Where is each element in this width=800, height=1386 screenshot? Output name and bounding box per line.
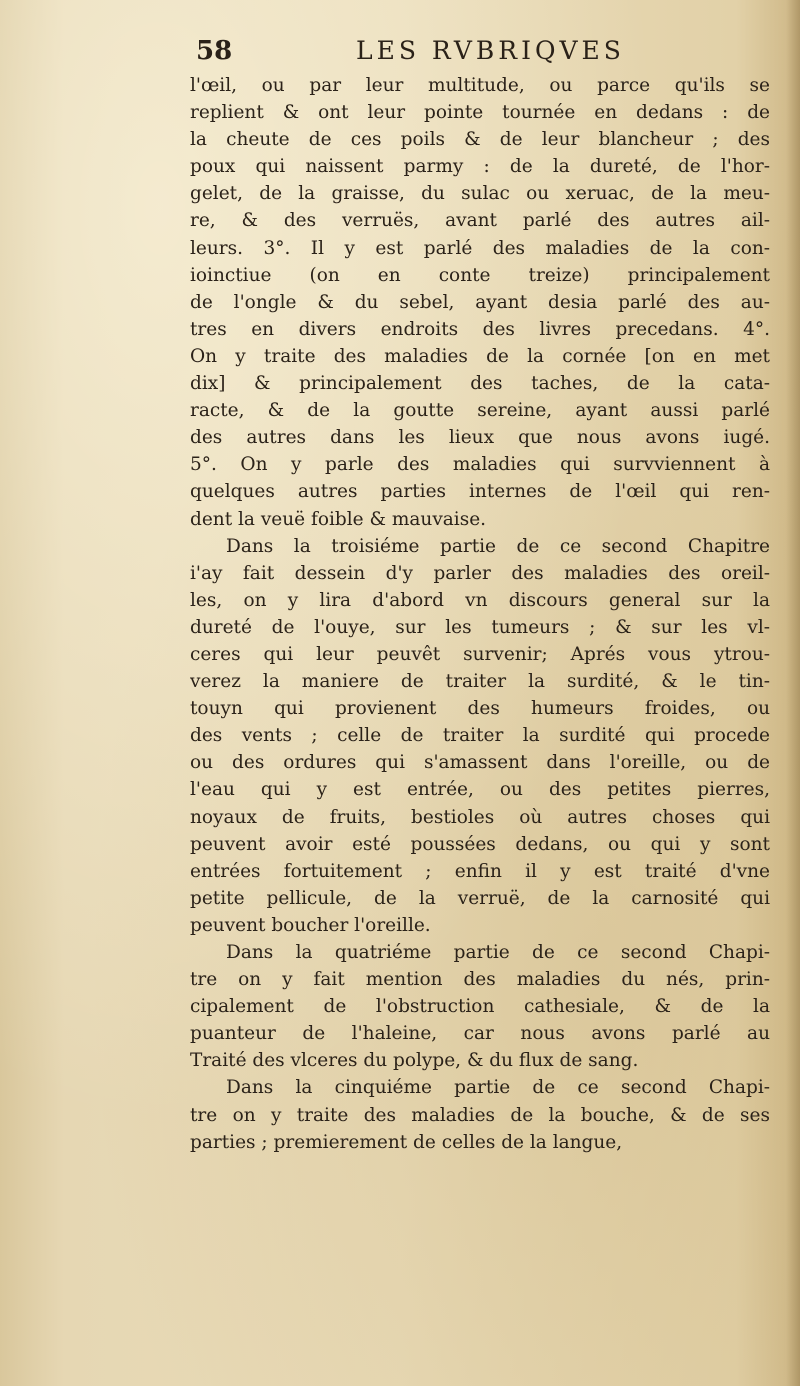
text-line: replient & ont leur pointe tournée en dedans : de — [190, 102, 770, 124]
page-header — [196, 36, 776, 70]
text-line: tres en divers endroits des livres precedans. 4°. — [190, 318, 770, 340]
text-line: Dans la quatriéme partie de ce second Chapi- — [226, 942, 770, 963]
text-line: quelques autres parties internes de l'œil qui ren- — [190, 481, 770, 503]
paragraph — [190, 939, 770, 1074]
text-line: gelet, de la graisse, du sulac ou xeruac, de la meu- — [190, 183, 770, 205]
running-title: LES RVBRIQVES — [356, 36, 625, 65]
text-line: peuvent boucher l'oreille. — [190, 914, 431, 936]
text-line: leurs. 3°. Il y est parlé des maladies de la con- — [190, 237, 770, 259]
text-line: re, & des verruës, avant parlé des autres ail- — [190, 210, 770, 232]
text-line: Traité des vlceres du polype, & du flux de sang. — [190, 1050, 639, 1072]
text-line: Dans la cinquiéme partie de ce second Chapi- — [226, 1077, 770, 1099]
text-line: entrées fortuitement ; enfin il y est traité d'vne — [190, 860, 770, 882]
text-line: tre on y fait mention des maladies du nés, prin- — [190, 969, 770, 991]
text-line: tre on y traite des maladies de la bouche, & de ses — [190, 1104, 770, 1126]
text-line: cipalement de l'obstruction cathesiale, & de la — [190, 996, 770, 1018]
text-line: des vents ; celle de traiter la surdité qui procede — [190, 725, 770, 747]
paragraph — [190, 533, 770, 939]
text-line: l'eau qui y est entrée, ou des petites pierres, — [190, 779, 770, 801]
text-line: Dans la troisiéme partie de ce second Chapitre — [226, 535, 770, 557]
text-line: On y traite des maladies de la cornée [on en met — [190, 345, 770, 367]
text-line: 5°. On y parle des maladies qui survviennent à — [190, 454, 770, 476]
text-line: touyn qui provienent des humeurs froides, ou — [190, 698, 770, 720]
paragraph — [190, 72, 770, 533]
text-line: dent la veuë foible & mauvaise. — [190, 508, 487, 530]
text-line: l'œil, ou par leur multitude, ou parce qu'ils se — [190, 75, 770, 96]
text-line: dureté de l'ouye, sur les tumeurs ; & sur les vl- — [190, 616, 770, 638]
text-line: les, on y lira d'abord vn discours general sur la — [190, 589, 770, 611]
page-number: 58 — [196, 36, 233, 66]
text-line: puanteur de l'haleine, car nous avons parlé au — [190, 1023, 770, 1045]
text-line: ou des ordures qui s'amassent dans l'oreille, ou de — [190, 752, 770, 774]
text-line: la cheute de ces poils & de leur blancheur ; des — [190, 129, 770, 151]
text-line: petite pellicule, de la verruë, de la carnosité qui — [190, 887, 770, 909]
text-line: peuvent avoir esté poussées dedans, ou qui y sont — [190, 833, 770, 855]
paragraph — [190, 1074, 770, 1155]
text-line: i'ay fait dessein d'y parler des maladies des oreil- — [190, 562, 770, 584]
text-line: parties ; premierement de celles de la langue, — [190, 1131, 623, 1153]
text-line: noyaux de fruits, bestioles où autres choses qui — [190, 806, 770, 828]
text-line: des autres dans les lieux que nous avons iugé. — [190, 427, 770, 449]
text-line: racte, & de la goutte sereine, ayant aussi parlé — [190, 400, 770, 422]
text-line: verez la maniere de traiter la surdité, & le tin- — [190, 671, 770, 693]
text-line: ioinctiue (on en conte treize) principalement — [190, 264, 770, 286]
text-line: dix] & principalement des taches, de la cata- — [190, 373, 770, 395]
text-line: de l'ongle & du sebel, ayant desia parlé des au- — [190, 291, 770, 313]
text-line: ceres qui leur peuvêt survenir; Aprés vous ytrou- — [190, 643, 770, 665]
text-block — [190, 72, 770, 1156]
text-line: poux qui naissent parmy : de la dureté, de l'hor- — [190, 156, 770, 178]
